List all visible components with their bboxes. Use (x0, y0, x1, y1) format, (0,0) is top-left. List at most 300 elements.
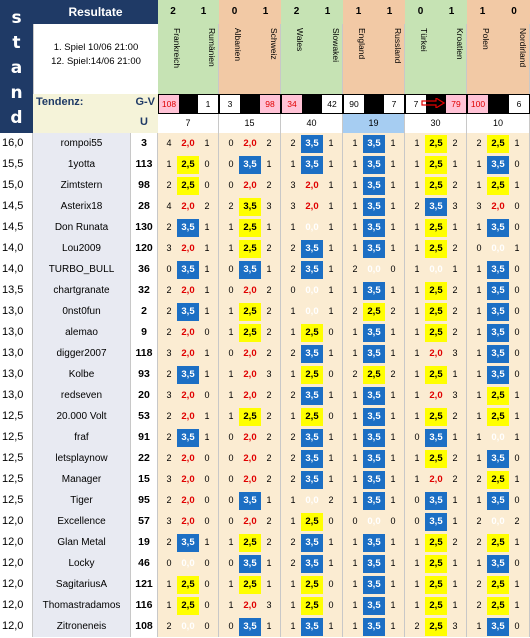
tip-home-goals: 1 (352, 495, 358, 505)
tip-home-goals: 1 (290, 579, 296, 589)
tip-away-goals: 1 (390, 222, 396, 232)
tip-home-goals: 2 (166, 621, 172, 631)
tip-cell (158, 469, 219, 490)
tip-score: 2,0 (305, 180, 319, 191)
tip-score: 2,5 (363, 366, 385, 384)
tip-cell (158, 532, 219, 553)
player-name[interactable]: 0nst0fun (33, 301, 131, 322)
tip-home-goals: 4 (166, 201, 172, 211)
tip-score: 0,0 (367, 516, 381, 527)
tip-score: 0,0 (305, 285, 319, 296)
tip-score: 3,5 (425, 198, 447, 216)
player-name[interactable]: Zimtstern (33, 175, 131, 196)
tip-home-goals: 1 (414, 411, 420, 421)
rank-value: 15,0 (0, 175, 33, 196)
tip-cell (467, 364, 530, 385)
tip-score: 2,0 (429, 390, 443, 401)
tip-home-goals: 1 (414, 348, 420, 358)
tip-home-goals: 1 (228, 306, 234, 316)
tip-away-goals: 1 (390, 453, 396, 463)
game-info-line-1: 1. Spiel 10/06 21:00 (53, 42, 139, 53)
tip-away-goals: 1 (452, 264, 458, 274)
tip-score: 3,5 (487, 303, 509, 321)
tip-score: 3,5 (363, 492, 385, 510)
tip-cell (158, 196, 219, 217)
player-points: 108 (131, 616, 158, 637)
tip-score: 3,5 (363, 156, 385, 174)
team-away: Rumänien (207, 28, 217, 67)
tip-home-goals: 1 (352, 558, 358, 568)
tip-cell (219, 406, 281, 427)
table-row[interactable] (0, 196, 530, 217)
tip-cell (343, 175, 405, 196)
tip-cell (343, 133, 405, 154)
tip-cell (467, 343, 530, 364)
undecided-count: 30 (405, 114, 467, 133)
table-row[interactable] (0, 364, 530, 385)
tip-home-goals: 0 (228, 264, 234, 274)
tip-cell (281, 427, 343, 448)
tip-score: 3,5 (487, 156, 509, 174)
tip-home-goals: 0 (290, 285, 296, 295)
tip-score: 2,5 (425, 240, 447, 258)
tip-away-goals: 1 (390, 138, 396, 148)
tip-cell (219, 448, 281, 469)
player-name[interactable]: redseven (33, 385, 131, 406)
tip-cell (405, 280, 467, 301)
tip-score: 3,5 (487, 366, 509, 384)
tip-away-goals: 1 (204, 432, 210, 442)
player-name[interactable]: SagitariusA (33, 574, 131, 595)
tip-away-goals: 2 (390, 369, 396, 379)
tip-cell (158, 595, 219, 616)
table-row[interactable] (0, 175, 530, 196)
tip-home-goals: 0 (476, 243, 482, 253)
tip-away-goals: 1 (204, 411, 210, 421)
tip-cell (158, 427, 219, 448)
tip-away-goals: 2 (266, 516, 272, 526)
tip-cell (219, 301, 281, 322)
player-name[interactable]: 1yotta (33, 154, 131, 175)
tip-away-goals: 2 (390, 306, 396, 316)
table-row[interactable] (0, 259, 530, 280)
tip-home-goals: 4 (166, 138, 172, 148)
tip-away-goals: 0 (204, 474, 210, 484)
tendency-cell (343, 94, 405, 114)
tip-away-goals: 0 (204, 558, 210, 568)
tip-cell (281, 448, 343, 469)
tip-cell (219, 616, 281, 637)
tip-cell (467, 175, 530, 196)
team-header (219, 24, 281, 94)
table-row[interactable] (0, 385, 530, 406)
tip-cell (343, 595, 405, 616)
tip-away-goals: 1 (328, 621, 334, 631)
tip-cell (281, 490, 343, 511)
table-row[interactable] (0, 133, 530, 154)
tip-away-goals: 1 (452, 579, 458, 589)
tip-score: 2,5 (425, 219, 447, 237)
player-name[interactable]: Zitroneneis (33, 616, 131, 637)
tip-away-goals: 1 (204, 285, 210, 295)
table-row[interactable] (0, 616, 530, 637)
player-name[interactable]: Asterix18 (33, 196, 131, 217)
tip-cell (219, 385, 281, 406)
tip-cell (281, 511, 343, 532)
player-name[interactable]: rompoi55 (33, 133, 131, 154)
tip-score: 3,5 (363, 387, 385, 405)
tip-score: 2,5 (425, 597, 447, 615)
tip-cell (281, 322, 343, 343)
tip-away-goals: 1 (514, 579, 520, 589)
tip-away-goals: 0 (514, 348, 520, 358)
tip-away-goals: 0 (204, 180, 210, 190)
tip-away-goals: 0 (514, 453, 520, 463)
tip-score: 2,0 (243, 432, 257, 443)
tip-home-goals: 2 (166, 285, 172, 295)
tip-score: 3,5 (301, 471, 323, 489)
rank-value: 12,0 (0, 532, 33, 553)
player-name[interactable]: Locky (33, 553, 131, 574)
undecided-count: 40 (281, 114, 343, 133)
rank-value: 12,0 (0, 616, 33, 637)
tip-cell (281, 280, 343, 301)
tip-home-goals: 1 (476, 159, 482, 169)
player-points: 91 (131, 427, 158, 448)
tip-score: 2,5 (239, 240, 261, 258)
tip-home-goals: 1 (290, 369, 296, 379)
tip-score: 2,0 (243, 285, 257, 296)
tip-score: 3,5 (177, 366, 199, 384)
table-row[interactable] (0, 301, 530, 322)
tip-cell (467, 511, 530, 532)
tip-home-goals: 1 (290, 159, 296, 169)
tip-away-goals: 2 (266, 243, 272, 253)
tip-home-goals: 2 (352, 306, 358, 316)
tip-cell (158, 280, 219, 301)
tip-score: 3,5 (301, 240, 323, 258)
tip-score: 2,0 (429, 474, 443, 485)
tip-score: 2,0 (181, 411, 195, 422)
tip-score: 3,5 (301, 429, 323, 447)
tip-cell (343, 553, 405, 574)
player-name[interactable]: Manager (33, 469, 131, 490)
tip-score: 2,5 (487, 597, 509, 615)
tip-score: 2,5 (487, 177, 509, 195)
player-name[interactable]: alemao (33, 322, 131, 343)
tip-home-goals: 1 (476, 495, 482, 505)
tip-score: 2,5 (487, 576, 509, 594)
gv-label: G-V (135, 96, 155, 108)
player-name[interactable]: Excellence (33, 511, 131, 532)
player-name[interactable]: chartgranate (33, 280, 131, 301)
tip-score: 3,5 (487, 261, 509, 279)
tip-home-goals: 1 (228, 327, 234, 337)
tip-score: 3,5 (301, 345, 323, 363)
tip-away-goals: 1 (452, 600, 458, 610)
tip-score: 2,5 (301, 597, 323, 615)
table-row[interactable] (0, 406, 530, 427)
table-row[interactable] (0, 553, 530, 574)
tip-home-goals: 0 (228, 621, 234, 631)
tip-cell (281, 196, 343, 217)
tip-cell (467, 574, 530, 595)
tip-cell (281, 259, 343, 280)
tip-cell (405, 259, 467, 280)
table-row[interactable] (0, 448, 530, 469)
player-name[interactable]: Glan Metal (33, 532, 131, 553)
tip-away-goals: 2 (328, 495, 334, 505)
tip-score: 3,5 (363, 345, 385, 363)
tendency-home: 7 (406, 95, 426, 113)
tip-home-goals: 1 (352, 159, 358, 169)
tip-cell (405, 511, 467, 532)
tip-score: 3,5 (363, 408, 385, 426)
tip-home-goals: 1 (414, 390, 420, 400)
score-home: 0 (219, 0, 250, 24)
table-row[interactable] (0, 154, 530, 175)
tip-cell (343, 364, 405, 385)
tip-score: 0,0 (305, 495, 319, 506)
tip-away-goals: 3 (266, 600, 272, 610)
tip-score: 3,5 (487, 618, 509, 636)
tip-cell (467, 217, 530, 238)
tip-home-goals: 1 (352, 222, 358, 232)
tip-home-goals: 2 (166, 432, 172, 442)
player-points: 3 (131, 133, 158, 154)
tip-away-goals: 1 (390, 159, 396, 169)
rank-value: 12,0 (0, 595, 33, 616)
team-home: Frankreich (172, 28, 182, 69)
tip-cell (158, 217, 219, 238)
tip-cell (281, 406, 343, 427)
table-row[interactable] (0, 532, 530, 553)
rank-value: 13,5 (0, 280, 33, 301)
tip-cell (405, 406, 467, 427)
table-row[interactable] (0, 217, 530, 238)
tip-cell (281, 133, 343, 154)
table-row[interactable] (0, 574, 530, 595)
rank-value: 14,5 (0, 196, 33, 217)
table-row[interactable] (0, 322, 530, 343)
tip-score: 3,5 (363, 282, 385, 300)
score-away: 1 (188, 0, 219, 24)
tip-away-goals: 2 (452, 180, 458, 190)
table-row[interactable] (0, 511, 530, 532)
tendency-cell (467, 94, 530, 114)
player-name[interactable]: Kolbe (33, 364, 131, 385)
tip-away-goals: 1 (390, 558, 396, 568)
player-name[interactable]: 20.000 Volt (33, 406, 131, 427)
player-name[interactable]: fraf (33, 427, 131, 448)
tip-cell (405, 343, 467, 364)
tip-score: 3,5 (177, 429, 199, 447)
tip-away-goals: 1 (514, 537, 520, 547)
tip-cell (158, 448, 219, 469)
tip-score: 3,5 (363, 324, 385, 342)
tip-score: 3,5 (487, 555, 509, 573)
tip-home-goals: 2 (476, 579, 482, 589)
tip-score: 3,5 (239, 555, 261, 573)
tip-score: 0,0 (181, 621, 195, 632)
score-away: 1 (436, 0, 467, 24)
score-home: 0 (405, 0, 436, 24)
rank-value: 13,0 (0, 385, 33, 406)
table-row[interactable] (0, 280, 530, 301)
tip-score: 2,0 (243, 180, 257, 191)
tip-home-goals: 1 (290, 306, 296, 316)
tip-away-goals: 2 (266, 453, 272, 463)
tendency-home: 90 (344, 95, 364, 113)
tip-cell (281, 364, 343, 385)
tip-score: 3,5 (487, 345, 509, 363)
tip-away-goals: 0 (514, 621, 520, 631)
tip-home-goals: 1 (290, 516, 296, 526)
tip-away-goals: 1 (266, 621, 272, 631)
table-row[interactable] (0, 427, 530, 448)
tip-home-goals: 1 (476, 558, 482, 568)
rank-value: 14,5 (0, 217, 33, 238)
tip-away-goals: 0 (514, 264, 520, 274)
table-row[interactable] (0, 490, 530, 511)
tip-cell (405, 469, 467, 490)
team-away: Kroatien (455, 28, 465, 60)
rank-value: 12,5 (0, 448, 33, 469)
tip-away-goals: 0 (328, 411, 334, 421)
tip-cell (158, 259, 219, 280)
tip-home-goals: 0 (414, 495, 420, 505)
team-home: Polen (481, 28, 491, 50)
tip-cell (219, 553, 281, 574)
tip-cell (467, 238, 530, 259)
tip-away-goals: 2 (452, 474, 458, 484)
tip-score: 3,5 (177, 534, 199, 552)
arrow-icon (421, 98, 445, 108)
tip-away-goals: 1 (390, 537, 396, 547)
player-points: 116 (131, 595, 158, 616)
tip-home-goals: 1 (414, 369, 420, 379)
tip-home-goals: 1 (414, 558, 420, 568)
tip-away-goals: 1 (452, 516, 458, 526)
player-points: 2 (131, 301, 158, 322)
player-name[interactable]: letsplaynow (33, 448, 131, 469)
player-name[interactable]: Lou2009 (33, 238, 131, 259)
tip-home-goals: 1 (352, 138, 358, 148)
table-row[interactable] (0, 595, 530, 616)
tip-score: 3,5 (301, 387, 323, 405)
stand-letter: d (10, 108, 23, 128)
tip-home-goals: 2 (414, 621, 420, 631)
tip-score: 2,0 (491, 201, 505, 212)
tip-score: 2,5 (425, 618, 447, 636)
tip-home-goals: 0 (228, 495, 234, 505)
tip-score: 2,5 (425, 366, 447, 384)
tip-away-goals: 1 (328, 222, 334, 232)
tip-cell (343, 343, 405, 364)
game-info (33, 24, 158, 94)
table-row[interactable] (0, 469, 530, 490)
tip-score: 2,5 (425, 555, 447, 573)
tip-away-goals: 0 (390, 516, 396, 526)
player-name[interactable]: Tiger (33, 490, 131, 511)
tip-away-goals: 1 (390, 474, 396, 484)
tip-cell (158, 511, 219, 532)
tip-home-goals: 1 (476, 180, 482, 190)
tendency-home: 34 (282, 95, 302, 113)
tip-cell (467, 406, 530, 427)
tip-cell (343, 259, 405, 280)
tendency-away: 1 (198, 95, 218, 113)
tip-away-goals: 0 (204, 327, 210, 337)
tip-cell (343, 238, 405, 259)
tip-score: 2,5 (425, 303, 447, 321)
table-row[interactable] (0, 343, 530, 364)
tip-score: 2,5 (239, 324, 261, 342)
player-points: 118 (131, 343, 158, 364)
tip-away-goals: 1 (390, 327, 396, 337)
player-name[interactable]: TURBO_BULL (33, 259, 131, 280)
tip-home-goals: 3 (166, 474, 172, 484)
stand-letter: a (10, 58, 23, 78)
tip-score: 2,0 (243, 474, 257, 485)
tip-away-goals: 2 (266, 537, 272, 547)
tip-score: 2,0 (429, 348, 443, 359)
rank-value: 12,0 (0, 553, 33, 574)
tip-home-goals: 1 (414, 222, 420, 232)
tip-score: 3,5 (363, 219, 385, 237)
tip-score: 2,5 (239, 576, 261, 594)
tip-cell (281, 595, 343, 616)
score-home: 2 (158, 0, 188, 24)
tip-home-goals: 0 (228, 558, 234, 568)
tip-score: 0,0 (305, 222, 319, 233)
player-name[interactable]: Don Runata (33, 217, 131, 238)
tip-home-goals: 0 (228, 453, 234, 463)
tip-score: 2,5 (301, 513, 323, 531)
tip-cell (405, 154, 467, 175)
tip-cell (219, 238, 281, 259)
tip-cell (281, 238, 343, 259)
tip-cell (343, 406, 405, 427)
tip-score: 0,0 (305, 306, 319, 317)
tip-home-goals: 0 (228, 180, 234, 190)
player-name[interactable]: Thomastradamos (33, 595, 131, 616)
table-row[interactable] (0, 238, 530, 259)
tip-away-goals: 1 (328, 474, 334, 484)
tip-score: 2,5 (425, 408, 447, 426)
tip-home-goals: 1 (166, 159, 172, 169)
tip-home-goals: 2 (166, 180, 172, 190)
score-away: 0 (498, 0, 530, 24)
tip-cell (467, 427, 530, 448)
tip-cell (343, 196, 405, 217)
player-points: 98 (131, 175, 158, 196)
tip-away-goals: 1 (452, 369, 458, 379)
tip-away-goals: 1 (514, 390, 520, 400)
tip-away-goals: 1 (328, 201, 334, 211)
tip-score: 0,0 (491, 243, 505, 254)
tip-score: 3,5 (487, 282, 509, 300)
tip-cell (281, 385, 343, 406)
player-points: 32 (131, 280, 158, 301)
tip-away-goals: 2 (266, 474, 272, 484)
tip-cell (467, 469, 530, 490)
player-points: 113 (131, 154, 158, 175)
tip-cell (405, 133, 467, 154)
player-name[interactable]: digger2007 (33, 343, 131, 364)
tip-home-goals: 2 (166, 327, 172, 337)
tip-home-goals: 1 (476, 453, 482, 463)
